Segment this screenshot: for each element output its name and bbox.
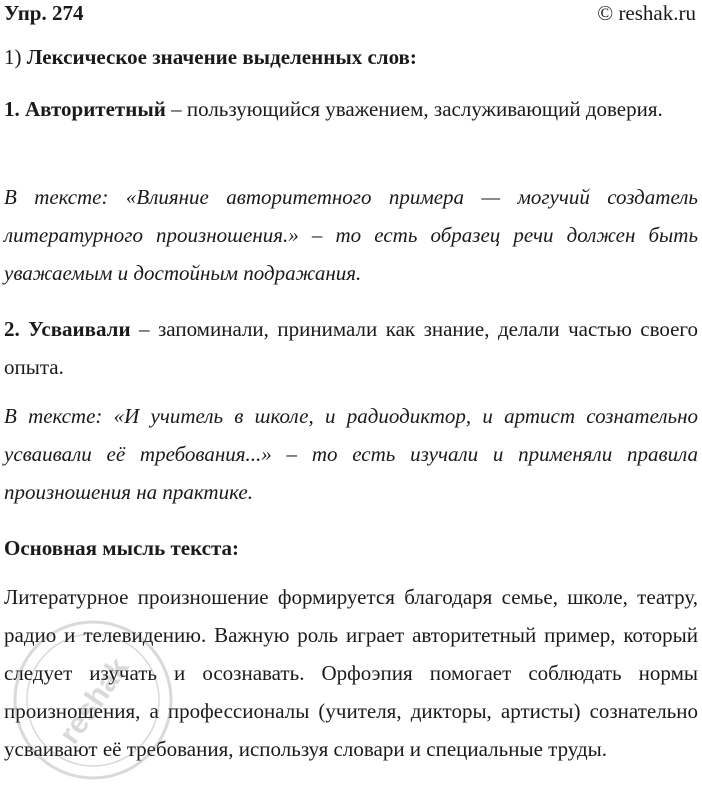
item-1-definition: – пользующийся уважением, заслуживающий доверия. — [165, 97, 663, 121]
item-1-term: Авторитетный — [25, 97, 166, 121]
item-2-definition: – запоминали, принимали как знание, делали частью своего опыта. — [4, 317, 699, 379]
section-number: 1) — [4, 45, 22, 69]
exercise-number: Упр. 274 — [4, 1, 84, 25]
site-credit: © reshak.ru — [597, 1, 696, 25]
item-2 — [4, 310, 698, 386]
item-2-term: Усваивали — [28, 317, 131, 341]
item-1 — [4, 90, 698, 128]
main-idea-title: Основная мысль текста: — [4, 536, 240, 560]
item-2-example: В тексте: «И учитель в школе, и радиодиктор, и артист сознательно усваивали её требования...» – то есть изучали и применяли правила произношения на практике. — [4, 404, 698, 504]
item-2-number: 2. — [4, 317, 20, 341]
svg-text:reshak: reshak — [52, 651, 136, 750]
main-idea-text: Литературное произношение формируется благодаря семье, школе, театру, радио и телевидению. Важную роль играет авторитетный пример, который следует изучать и осознавать. Орфоэпия помогает соблюдать нормы произношения, а профессионалы (учителя, дикторы, артисты) сознательно усваивают её требования, используя словари и специальные труды. — [4, 585, 698, 761]
item-1-example: В тексте: «Влияние авторитетного примера — могучий создатель литературного произношения.» – то есть образец речи должен быть уважаемым и достойным подражания. — [4, 185, 698, 285]
item-1-number: 1. — [4, 97, 20, 121]
page-header — [4, 0, 698, 28]
section-heading — [4, 38, 698, 76]
section-title: Лексическое значение выделенных слов: — [26, 45, 417, 69]
